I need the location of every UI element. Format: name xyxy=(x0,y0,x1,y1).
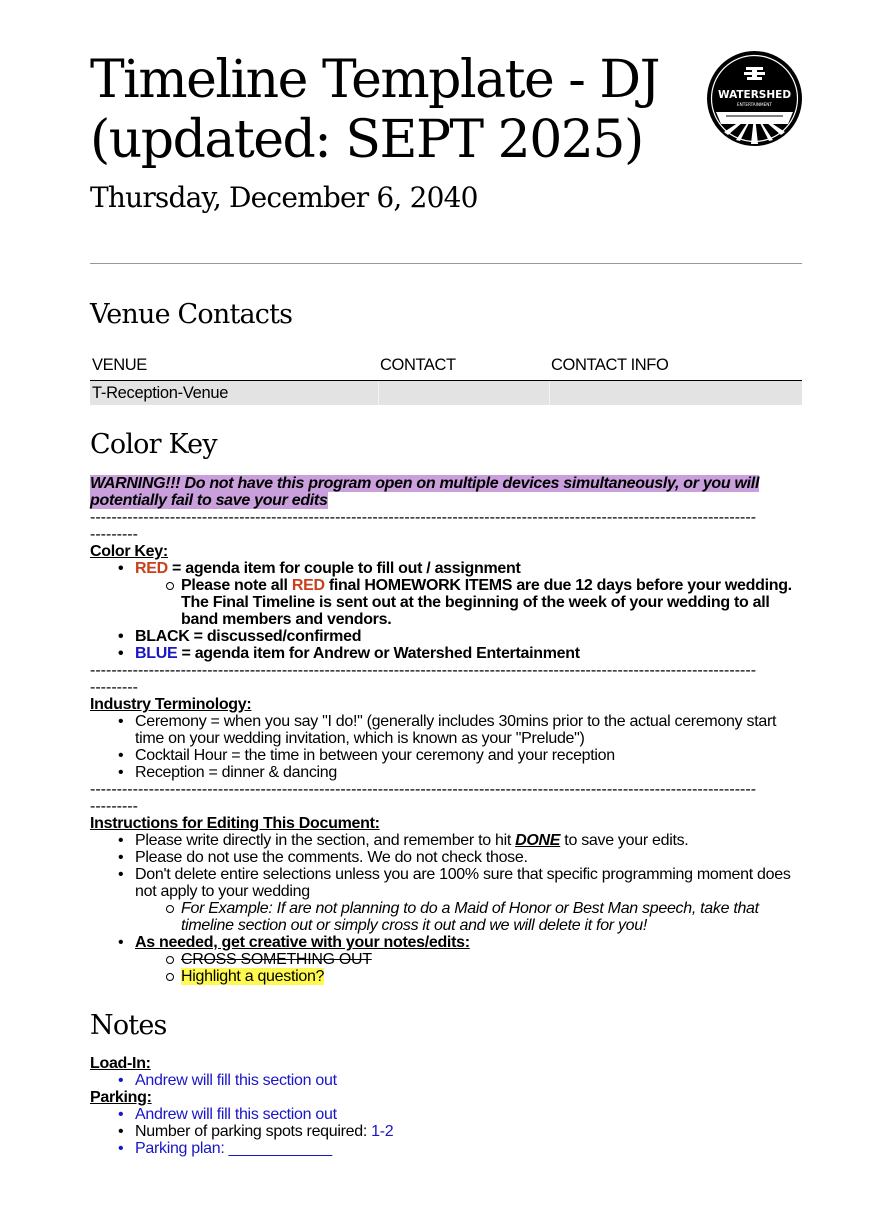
venue-contacts-table xyxy=(90,350,802,405)
list-item: • Please do not use the comments. We do not check those. xyxy=(135,849,802,866)
watershed-logo xyxy=(706,50,803,147)
list-item: • RED = agenda item for couple to fill out / assignment Please note all RED final HOMEWORK ITEMS are due 12 days before your wedding. The Final Timeline is sent out at the beginning of the week of your wedding to all band members and vendors. xyxy=(135,560,802,628)
event-date: Thursday, December 6, 2040 xyxy=(90,181,478,214)
list-item: • BLUE = agenda item for Andrew or Watershed Entertainment xyxy=(135,645,802,662)
list-item: • Andrew will fill this section out xyxy=(135,1106,802,1123)
instructions-list xyxy=(90,832,802,985)
list-item: • Don't delete entire selections unless you are 100% sure that specific programming moment does not apply to your wedding For Example: If are not planning to do a Maid of Honor or Best Man speech, take that timeline section out or simply cross it out and we will delete it for you! xyxy=(135,866,802,934)
separator-dashes: ----------------------------------------------------------------------------------------------------------------------------- xyxy=(90,509,757,526)
logo-subtext: ENTERTAINMENT xyxy=(736,102,773,107)
separator-dashes-tail: --------- xyxy=(90,526,138,543)
contact-info-cell[interactable] xyxy=(549,381,802,406)
color-key-label: Color Key: xyxy=(90,543,168,560)
list-item: • Number of parking spots required: 1-2 xyxy=(135,1123,802,1140)
list-item: For Example: If are not planning to do a Maid of Honor or Best Man speech, take that timeline section out or simply cross it out and we will delete it for you! xyxy=(181,900,802,934)
load-in-label: Load-In: xyxy=(90,1055,151,1072)
notes-heading: Notes xyxy=(90,1010,167,1041)
separator-dashes: ----------------------------------------------------------------------------------------------------------------------------- xyxy=(90,781,757,798)
table-row xyxy=(90,381,802,406)
venue-cell[interactable]: T-Reception-Venue xyxy=(90,381,378,406)
list-item: • Ceremony = when you say "I do!" (generally includes 30mins prior to the actual ceremony start time on your wedding invitation, which is known as your "Prelude") xyxy=(135,713,802,747)
list-item: • Cocktail Hour = the time in between your ceremony and your reception xyxy=(135,747,802,764)
list-item: • As needed, get creative with your notes/edits: CROSS SOMETHING OUT Highlight a question? xyxy=(135,934,802,985)
terminology-list xyxy=(90,713,802,781)
venue-contacts-heading: Venue Contacts xyxy=(90,299,293,330)
color-key-list xyxy=(90,560,802,662)
list-item: • BLACK = discussed/confirmed xyxy=(135,628,802,645)
list-item: Highlight a question? xyxy=(181,968,802,985)
parking-label: Parking: xyxy=(90,1089,152,1106)
separator-dashes-tail: --------- xyxy=(90,798,138,815)
done-keyword: DONE xyxy=(515,832,561,849)
column-header-contact-info: CONTACT INFO xyxy=(549,350,802,381)
separator-dashes-tail: --------- xyxy=(90,679,138,696)
list-item: Please note all RED final HOMEWORK ITEMS are due 12 days before your wedding. The Final Timeline is sent out at the beginning of the week of your wedding to all band members and vendors. xyxy=(181,577,802,628)
header-divider xyxy=(90,263,802,264)
column-header-contact: CONTACT xyxy=(378,350,549,381)
page-title: Timeline Template - DJ (updated: SEPT 2025) xyxy=(90,50,659,170)
list-item: • Please write directly in the section, and remember to hit DONE to save your edits. xyxy=(135,832,802,849)
list-item: • Parking plan: ____________ xyxy=(135,1140,802,1157)
color-key-heading: Color Key xyxy=(90,429,217,460)
parking-list xyxy=(90,1106,802,1157)
instructions-label: Instructions for Editing This Document: xyxy=(90,815,380,832)
contact-cell[interactable] xyxy=(378,381,549,406)
list-item: • Andrew will fill this section out xyxy=(135,1072,802,1089)
column-header-venue: VENUE xyxy=(90,350,378,381)
color-key-body xyxy=(90,475,802,985)
warning-text: WARNING!!! Do not have this program open on multiple devices simultaneously, or you will potentially fail to save your edits xyxy=(90,475,760,509)
list-item: CROSS SOMETHING OUT xyxy=(181,951,802,968)
separator-dashes: ----------------------------------------------------------------------------------------------------------------------------- xyxy=(90,662,757,679)
list-item: • Reception = dinner & dancing xyxy=(135,764,802,781)
logo-text: WATERSHED xyxy=(717,89,792,101)
load-in-list xyxy=(90,1072,802,1089)
notes-body xyxy=(90,1055,802,1157)
terminology-label: Industry Terminology: xyxy=(90,696,252,713)
